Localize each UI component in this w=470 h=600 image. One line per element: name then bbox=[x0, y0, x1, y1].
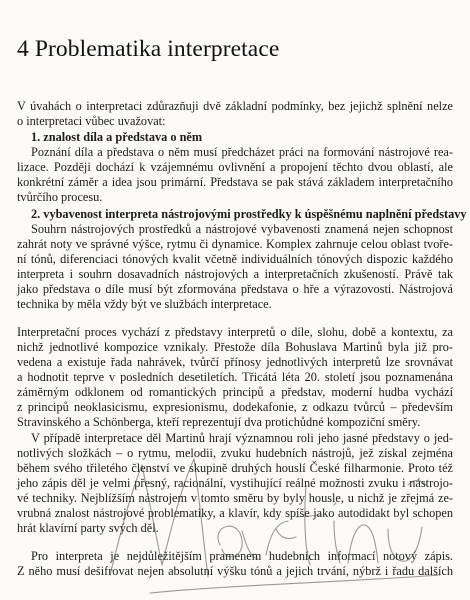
text-line: jako představa o díle musí být zformována představa o hře a výrazovosti. Nástrojová bbox=[17, 282, 453, 296]
text-line: tvůrčího procesu. bbox=[17, 190, 103, 204]
text-line: vé techniky. Nejblížším nástrojem v tomto směru by byly housle, u nichž je zřejmá ze- bbox=[17, 491, 453, 505]
text-line: Souhrn nástrojových prostředků a nástrojové vybavenosti znamená nejen schopnost bbox=[31, 222, 453, 236]
text-line: z principů neoklasicismu, expresionismu, dodekafonie, z odkazu tvůrců – především bbox=[17, 400, 453, 414]
text-line: Poznání díla a představa o něm musí předcházet práci na formování nástrojové rea- bbox=[31, 145, 453, 159]
text-line: V úvahách o interpretaci zdůrazňuji dvě základní podmínky, bez jejichž splnění nelze bbox=[17, 99, 453, 113]
text-line: konkrétní záměr a idea jsou primární. Představa se pak stává základem interpretačního bbox=[17, 175, 453, 189]
text-line: Z něho musí dešifrovat nejen absolutní výšku tónů a jejich trvání, nýbrž i řadu dalších bbox=[17, 564, 453, 578]
text-line: zahrát noty ve správné výšce, rytmu či dynamice. Komplex zahrnuje celou oblast tvoře- bbox=[17, 237, 453, 251]
text-line: interpreta i souhrn dosavadních nástrojových a interpretačních zkušeností. Právě tak bbox=[17, 267, 453, 281]
text-line: hrát klavírní party svých děl. bbox=[17, 521, 159, 535]
text-line: V případě interpretace děl Martinů hrají významnou roli jeho jasné představy o jed- bbox=[31, 431, 453, 445]
text-line: ní tónů, diferenciaci tónových kvalit včetně individuálních tónových dispozic každého bbox=[17, 252, 453, 266]
text-line: lizace. Později dochází k vzájemnému ovlivnění a propojení těchto dvou oblastí, ale bbox=[17, 160, 453, 174]
text-line: vedena a existuje řada nahrávek, tvůrčí přínosy jednotlivých interpretů lze srovnávat bbox=[17, 355, 453, 369]
text-line: jeho zápis děl je velmi přesný, racionální, vystihující reálné možnosti zvuku i nástrojo- bbox=[17, 476, 453, 490]
text-line: o interpretaci vůbec uvažovat: bbox=[17, 114, 166, 128]
chapter-title: 4 Problematika interpretace bbox=[17, 36, 280, 62]
text-line: záměrným odklonem od romantických principů a představ, moderní hudba vychází bbox=[17, 385, 453, 399]
text-line: notlivých složkách – o rytmu, melodii, zvuku hudebních nástrojů, jež získal zejména bbox=[17, 446, 453, 460]
text-line: Pro interpreta je nejdůležitějším pramenem hudebních informací notový zápis. bbox=[31, 549, 453, 563]
text-line: technika by měla vždy být ve službách interpretace. bbox=[17, 297, 272, 311]
text-line: Stravinského a Schönberga, kteří reprezentují dva protichůdné kompoziční směry. bbox=[17, 415, 421, 429]
list-heading-1: 1. znalost díla a představa o něm bbox=[31, 130, 203, 144]
text-line: během svého třiletého členství ve skupině druhých houslí České filharmonie. Proto též bbox=[17, 461, 453, 475]
text-line: nichž jednotlivé kompozice vznikaly. Přestože díla Bohuslava Martinů byla již pro- bbox=[17, 340, 453, 354]
text-line: vrubná znalost nástrojové problematiky, a klavír, kdy spíše jako autodidakt byl schopen bbox=[17, 506, 453, 520]
text-line: a hodnotit teprve v posledních desetiletích. Třicátá léta 20. století jsou poznamenána bbox=[17, 370, 453, 384]
text-line: Interpretační proces vychází z představy interpretů o díle, slohu, době a kontextu, za bbox=[17, 325, 453, 339]
list-heading-2: 2. vybavenost interpreta nástrojovými prostředky k úspěšnému naplnění představy bbox=[31, 207, 467, 221]
